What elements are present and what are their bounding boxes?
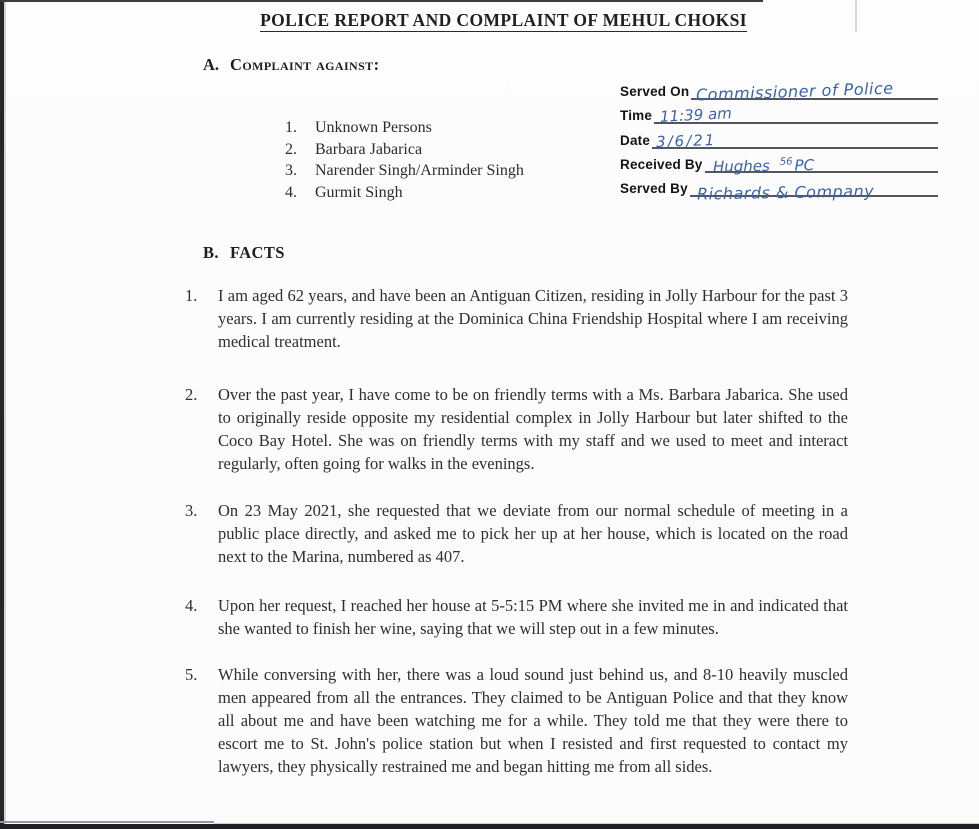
- scan-edge-left-shadow: [4, 0, 6, 829]
- stamp-field-label: Received By: [620, 156, 703, 172]
- section-a-heading: [203, 55, 379, 75]
- fact-paragraph: [185, 594, 848, 640]
- fact-number: 5.: [185, 665, 198, 684]
- scan-edge-bottom: [0, 824, 979, 829]
- handwritten-time: 11:39 am: [659, 104, 733, 127]
- stamp-field-label: Served On: [620, 84, 690, 100]
- stamp-field-line: [652, 122, 938, 151]
- stamp-row-served-by: [620, 173, 938, 204]
- section-b-prefix: B.: [203, 243, 219, 262]
- handwritten-received-by-number: 56: [779, 156, 793, 168]
- handwritten-served-on: Commissioner of Police: [696, 78, 895, 105]
- stamp-field-line: [705, 147, 939, 176]
- list-item-name: Unknown Persons: [315, 119, 432, 136]
- list-item-name: Barbara Jabarica: [315, 140, 423, 158]
- stamp-row-received-by: [620, 149, 938, 176]
- section-b-heading: [203, 243, 285, 263]
- handwritten-received-by-name: Hughes: [712, 156, 770, 176]
- accused-list: [285, 117, 524, 203]
- fact-text: While conversing with her, there was a loud sound just behind us, and 8-10 heavily muscled men appeared from all the entrances. They claimed to be Antiguan Police and that they know all about me and have been watching me for a while. They told me that they were there to escort me to St. John's police station but when I resisted and first requested to contact my lawyers, they physically restrained me and began hitting me from all sides.: [218, 665, 848, 776]
- scan-edge-top: [0, 0, 763, 2]
- facts-section: [185, 284, 848, 778]
- scan-bottom-line: [0, 821, 214, 823]
- handwritten-date: 3/6/21: [655, 130, 717, 151]
- fact-paragraph: [185, 383, 848, 475]
- list-item: [285, 117, 524, 139]
- list-item-name: Gurmit Singh: [315, 183, 403, 201]
- list-item-number: 4.: [285, 183, 297, 201]
- fact-paragraph: [185, 284, 848, 353]
- section-a-prefix: A.: [203, 55, 220, 74]
- document-title-text: POLICE REPORT AND COMPLAINT OF MEHUL CHOKSI: [260, 10, 747, 30]
- list-item-number: 2.: [285, 140, 297, 158]
- fact-text: Over the past year, I have come to be on friendly terms with a Ms. Barbara Jabarica. She used to originally reside opposite my residential complex in Jolly Harbour but later shifted to the Coco Bay Hotel. She was on friendly terms with my staff and we used to meet and interact regularly, often going for walks in the evenings.: [218, 385, 848, 473]
- fact-number: 3.: [185, 501, 198, 520]
- list-item: [285, 139, 524, 161]
- service-stamp: [620, 76, 938, 204]
- section-a-label: Complaint against:: [230, 55, 380, 74]
- fact-text: Upon her request, I reached her house at 5-5:15 PM where she invited me in and indicated that she wanted to finish her wine, saying that we will step out in a few minutes.: [218, 596, 848, 638]
- list-item: [285, 182, 524, 204]
- list-item-name: Narender Singh/Arminder Singh: [315, 162, 524, 179]
- fact-paragraph: [185, 663, 848, 778]
- fact-text: On 23 May 2021, she requested that we deviate from our normal schedule of meeting in a public place directly, and asked me to pick her up at her house, which is located on the road next to the Marina, numbered as 407.: [218, 501, 848, 566]
- stamp-row-served-on: [620, 76, 938, 105]
- stamp-field-label: Time: [620, 108, 653, 124]
- stamp-field-line: [690, 171, 938, 204]
- list-item: [285, 160, 524, 182]
- stamp-row-time: [620, 100, 938, 127]
- stamp-field-label: Served By: [620, 180, 688, 196]
- document-title: [0, 10, 979, 31]
- fact-number: 2.: [185, 385, 198, 404]
- section-b-label: FACTS: [229, 243, 285, 262]
- list-item-number: 3.: [285, 162, 297, 179]
- scan-bottom-line-light: [214, 823, 979, 824]
- handwritten-received-by-rank: PC: [793, 155, 814, 175]
- fact-paragraph: [185, 499, 848, 568]
- fact-number: 4.: [185, 596, 198, 615]
- handwritten-served-by: Richards & Company: [696, 181, 875, 204]
- stamp-field-line: [654, 98, 938, 127]
- list-item-number: 1.: [285, 119, 297, 136]
- fact-number: 1.: [185, 286, 198, 305]
- stamp-field-label: Date: [620, 132, 651, 148]
- stamp-field-line: [691, 74, 938, 105]
- stamp-row-date: [620, 124, 938, 151]
- fact-text: I am aged 62 years, and have been an Antiguan Citizen, residing in Jolly Harbour for the past 3 years. I am currently residing at the Dominica China Friendship Hospital where I am receiving medical treatment.: [218, 286, 848, 351]
